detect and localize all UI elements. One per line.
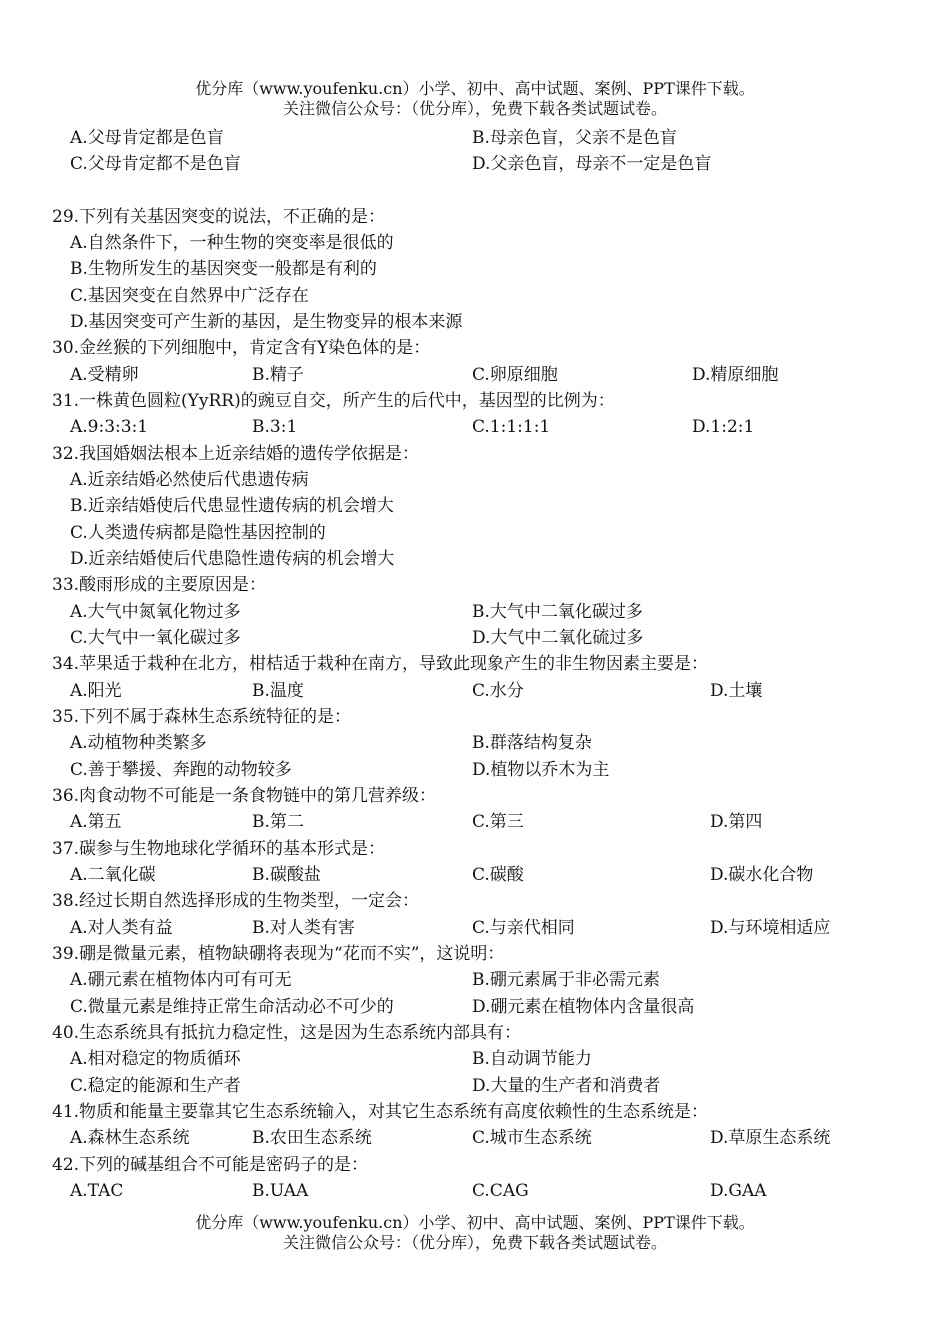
question-34: 34.苹果适于栽种在北方，柑桔适于栽种在南方，导致此现象产生的非生物因素主要是：	[52, 654, 709, 674]
q35-option-b: B.群落结构复杂	[472, 733, 592, 753]
question-39: 39.硼是微量元素，植物缺硼将表现为“花而不实”，这说明：	[52, 944, 505, 964]
question-42: 42.下列的碱基组合不可能是密码子的是：	[52, 1155, 369, 1175]
q39-option-b: B.硼元素属于非必需元素	[472, 970, 660, 990]
q37-option-d: D.碳水化合物	[710, 865, 814, 885]
q38-option-d: D.与环境相适应	[710, 918, 831, 938]
question-33: 33.酸雨形成的主要原因是：	[52, 575, 267, 595]
q34-option-d: D.土壤	[710, 681, 763, 701]
q32-option-d: D.近亲结婚使后代患隐性遗传病的机会增大	[70, 549, 395, 569]
q31-option-a: A.9:3:3:1	[70, 417, 149, 437]
q40-option-a: A.相对稳定的物质循环	[70, 1049, 241, 1069]
q32-option-c: C.人类遗传病都是隐性基因控制的	[70, 523, 326, 543]
q36-option-b: B.第二	[252, 812, 304, 832]
page-header-line-2: 关注微信公众号：（优分库），免费下载各类试题试卷。	[282, 99, 667, 118]
q38-option-c: C.与亲代相同	[472, 918, 575, 938]
question-37: 37.碳参与生物地球化学循环的基本形式是：	[52, 839, 386, 859]
q41-option-d: D.草原生态系统	[710, 1128, 831, 1148]
q33-option-b: B.大气中二氧化碳过多	[472, 602, 643, 622]
q37-option-c: C.碳酸	[472, 865, 524, 885]
q28-option-d: D.父亲色盲，母亲不一定是色盲	[472, 154, 712, 174]
q33-option-c: C.大气中一氧化碳过多	[70, 628, 241, 648]
question-30: 30.金丝猴的下列细胞中，肯定含有Y染色体的是：	[52, 338, 431, 358]
question-40: 40.生态系统具有抵抗力稳定性，这是因为生态系统内部具有：	[52, 1023, 522, 1043]
question-41: 41.物质和能量主要靠其它生态系统输入，对其它生态系统有高度依赖性的生态系统是：	[52, 1102, 709, 1122]
q38-option-a: A.对人类有益	[70, 918, 173, 938]
q36-option-a: A.第五	[70, 812, 122, 832]
q31-option-c: C.1:1:1:1	[472, 417, 551, 437]
q30-option-c: C.卵原细胞	[472, 365, 558, 385]
q28-option-a: A.父母肯定都是色盲	[70, 128, 224, 148]
q34-option-c: C.水分	[472, 681, 524, 701]
q35-option-a: A.动植物种类繁多	[70, 733, 207, 753]
question-32: 32.我国婚姻法根本上近亲结婚的遗传学依据是：	[52, 444, 420, 464]
q29-option-c: C.基因突变在自然界中广泛存在	[70, 286, 309, 306]
q37-option-b: B.碳酸盐	[252, 865, 321, 885]
q40-option-b: B.自动调节能力	[472, 1049, 592, 1069]
q40-option-c: C.稳定的能源和生产者	[70, 1076, 241, 1096]
q42-option-d: D.GAA	[710, 1181, 767, 1201]
q31-option-d: D.1:2:1	[692, 417, 755, 437]
q35-option-d: D.植物以乔木为主	[472, 760, 610, 780]
q30-option-a: A.受精卵	[70, 365, 139, 385]
q40-option-d: D.大量的生产者和消费者	[472, 1076, 661, 1096]
q29-option-d: D.基因突变可产生新的基因，是生物变异的根本来源	[70, 312, 463, 332]
question-31: 31.一株黄色圆粒(YyRR)的豌豆自交，所产生的后代中，基因型的比例为：	[52, 391, 615, 411]
q37-option-a: A.二氧化碳	[70, 865, 156, 885]
page-header-line-1: 优分库（www.youfenku.cn）小学、初中、高中试题、案例、PPT课件下载。	[195, 79, 755, 98]
q30-option-b: B.精子	[252, 365, 304, 385]
q38-option-b: B.对人类有害	[252, 918, 355, 938]
q28-option-c: C.父母肯定都不是色盲	[70, 154, 241, 174]
question-36: 36.肉食动物不可能是一条食物链中的第几营养级：	[52, 786, 437, 806]
question-35: 35.下列不属于森林生态系统特征的是：	[52, 707, 352, 727]
q32-option-a: A.近亲结婚必然使后代患遗传病	[70, 470, 309, 490]
q32-option-b: B.近亲结婚使后代患显性遗传病的机会增大	[70, 496, 394, 516]
q30-option-d: D.精原细胞	[692, 365, 779, 385]
q36-option-c: C.第三	[472, 812, 524, 832]
q39-option-a: A.硼元素在植物体内可有可无	[70, 970, 292, 990]
q41-option-c: C.城市生态系统	[472, 1128, 592, 1148]
question-29: 29.下列有关基因突变的说法，不正确的是：	[52, 207, 386, 227]
q28-option-b: B.母亲色盲，父亲不是色盲	[472, 128, 677, 148]
q34-option-b: B.温度	[252, 681, 304, 701]
q41-option-a: A.森林生态系统	[70, 1128, 190, 1148]
q29-option-a: A.自然条件下，一种生物的突变率是很低的	[70, 233, 394, 253]
q39-option-c: C.微量元素是维持正常生命活动必不可少的	[70, 997, 394, 1017]
q33-option-a: A.大气中氮氧化物过多	[70, 602, 241, 622]
question-38: 38.经过长期自然选择形成的生物类型，一定会：	[52, 891, 420, 911]
q34-option-a: A.阳光	[70, 681, 122, 701]
q39-option-d: D.硼元素在植物体内含量很高	[472, 997, 695, 1017]
q31-option-b: B.3:1	[252, 417, 298, 437]
q42-option-a: A.TAC	[70, 1181, 124, 1201]
q42-option-b: B.UAA	[252, 1181, 309, 1201]
q42-option-c: C.CAG	[472, 1181, 529, 1201]
q36-option-d: D.第四	[710, 812, 763, 832]
page-footer-line-1: 优分库（www.youfenku.cn）小学、初中、高中试题、案例、PPT课件下载。	[195, 1213, 755, 1232]
q41-option-b: B.农田生态系统	[252, 1128, 372, 1148]
q35-option-c: C.善于攀援、奔跑的动物较多	[70, 760, 292, 780]
page-footer-line-2: 关注微信公众号：（优分库），免费下载各类试题试卷。	[282, 1233, 667, 1252]
q33-option-d: D.大气中二氧化硫过多	[472, 628, 644, 648]
q29-option-b: B.生物所发生的基因突变一般都是有利的	[70, 259, 377, 279]
